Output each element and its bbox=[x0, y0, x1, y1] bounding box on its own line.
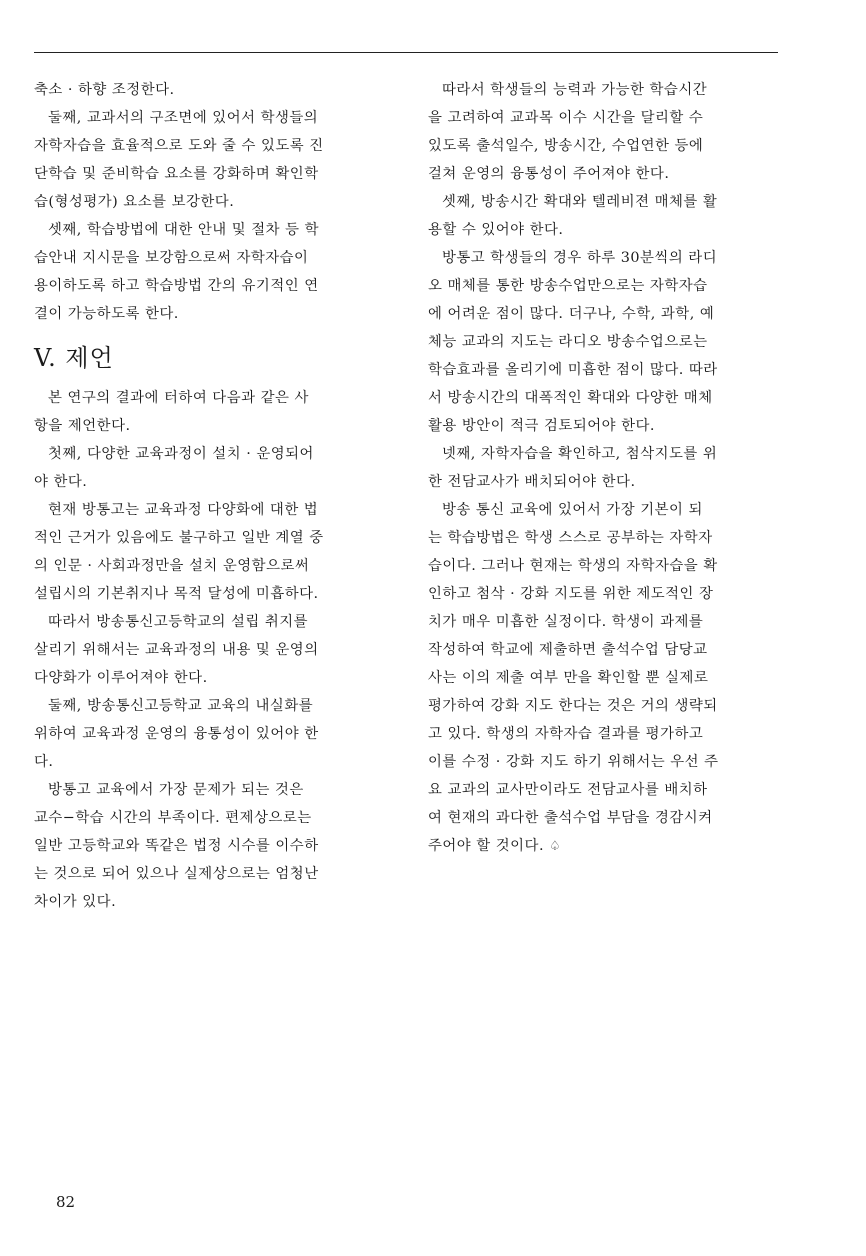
section-heading: V. 제언 bbox=[34, 344, 114, 372]
body-line: 활용 방안이 적극 검토되어야 한다. bbox=[428, 418, 655, 434]
body-line: 인하고 첨삭 · 강화 지도를 위한 제도적인 장 bbox=[428, 586, 714, 602]
body-line: 살리기 위해서는 교육과정의 내용 및 운영의 bbox=[34, 642, 319, 658]
body-line: 결이 가능하도록 한다. bbox=[34, 306, 179, 322]
body-line: 셋째, 학습방법에 대한 안내 및 절차 등 학 bbox=[48, 222, 320, 238]
body-line: 평가하여 강화 지도 한다는 것은 거의 생략되 bbox=[428, 698, 718, 714]
body-line: 걸쳐 운영의 융통성이 주어져야 한다. bbox=[428, 166, 670, 182]
body-line: 야 한다. bbox=[34, 474, 88, 490]
body-line: 둘째, 교과서의 구조면에 있어서 학생들의 bbox=[48, 110, 319, 126]
body-line: 이를 수정 · 강화 지도 하기 위해서는 우선 주 bbox=[428, 754, 719, 770]
body-line: 체능 교과의 지도는 라디오 방송수업으로는 bbox=[428, 334, 708, 350]
body-line: 일반 고등학교와 똑같은 법정 시수를 이수하 bbox=[34, 838, 319, 854]
body-line: 사는 이의 제출 여부 만을 확인할 뿐 실제로 bbox=[428, 670, 709, 686]
body-line: 교수−학습 시간의 부족이다. 편제상으로는 bbox=[34, 810, 312, 826]
body-line: 자학자습을 효율적으로 도와 줄 수 있도록 진 bbox=[34, 138, 324, 154]
body-line: 차이가 있다. bbox=[34, 894, 117, 910]
body-line: 적인 근거가 있음에도 불구하고 일반 계열 중 bbox=[34, 530, 324, 546]
body-line: 작성하여 학교에 제출하면 출석수업 담당교 bbox=[428, 642, 708, 658]
body-line: 셋째, 방송시간 확대와 텔레비젼 매체를 활 bbox=[442, 194, 718, 210]
last-body-line bbox=[428, 832, 780, 860]
right-column bbox=[428, 76, 780, 860]
body-line: 다양화가 이루어져야 한다. bbox=[34, 670, 208, 686]
body-line: 한 전담교사가 배치되어야 한다. bbox=[428, 474, 636, 490]
body-line: 방통고 학생들의 경우 하루 30분씩의 라디 bbox=[442, 250, 718, 266]
body-line: 치가 매우 미흡한 실정이다. 학생이 과제를 bbox=[428, 614, 704, 630]
body-line: 용할 수 있어야 한다. bbox=[428, 222, 564, 238]
body-line: 을 고려하여 교과목 이수 시간을 달리할 수 bbox=[428, 110, 704, 126]
body-line: 위하여 교육과정 운영의 융통성이 있어야 한 bbox=[34, 726, 319, 742]
body-line: 습(형성평가) 요소를 보강한다. bbox=[34, 194, 235, 210]
body-line: 는 것으로 되어 있으나 실제상으로는 엄청난 bbox=[34, 866, 319, 882]
body-line: 에 어려운 점이 많다. 더구나, 수학, 과학, 예 bbox=[428, 306, 715, 322]
body-line: 따라서 방송통신고등학교의 설립 취지를 bbox=[48, 614, 309, 630]
body-line: 현재 방통고는 교육과정 다양화에 대한 법 bbox=[48, 502, 319, 518]
last-line-text: 주어야 할 것이다. bbox=[428, 838, 545, 854]
body-line: 의 인문 · 사회과정만을 설치 운영함으로써 bbox=[34, 558, 310, 574]
body-line: 는 학습방법은 학생 스스로 공부하는 자학자 bbox=[428, 530, 713, 546]
left-column bbox=[34, 76, 386, 916]
body-line: 방송 통신 교육에 있어서 가장 기본이 되 bbox=[442, 502, 703, 518]
page-number: 82 bbox=[56, 1193, 76, 1211]
body-line: 첫째, 다양한 교육과정이 설치 · 운영되어 bbox=[48, 446, 314, 462]
body-line: 축소 · 하향 조정한다. bbox=[34, 82, 175, 98]
body-line: 넷째, 자학자습을 확인하고, 첨삭지도를 위 bbox=[442, 446, 718, 462]
top-rule bbox=[34, 52, 778, 53]
body-line: 항을 제언한다. bbox=[34, 418, 131, 434]
body-line: 요 교과의 교사만이라도 전담교사를 배치하 bbox=[428, 782, 708, 798]
body-line: 본 연구의 결과에 터하여 다음과 같은 사 bbox=[48, 390, 309, 406]
end-mark-icon: ♤ bbox=[549, 839, 562, 854]
body-line: 고 있다. 학생의 자학자습 결과를 평가하고 bbox=[428, 726, 704, 742]
body-line: 오 매체를 통한 방송수업만으로는 자학자습 bbox=[428, 278, 708, 294]
body-line: 둘째, 방송통신고등학교 교육의 내실화를 bbox=[48, 698, 314, 714]
body-line: 습이다. 그러나 현재는 학생의 자학자습을 확 bbox=[428, 558, 718, 574]
body-line: 서 방송시간의 대폭적인 확대와 다양한 매체 bbox=[428, 390, 713, 406]
body-line: 따라서 학생들의 능력과 가능한 학습시간 bbox=[442, 82, 708, 98]
body-line: 단학습 및 준비학습 요소를 강화하며 확인학 bbox=[34, 166, 319, 182]
body-line: 용이하도록 하고 학습방법 간의 유기적인 연 bbox=[34, 278, 319, 294]
body-line: 설립시의 기본취지나 목적 달성에 미흡하다. bbox=[34, 586, 319, 602]
body-line: 여 현재의 과다한 출석수업 부담을 경감시켜 bbox=[428, 810, 713, 826]
body-line: 있도록 출석일수, 방송시간, 수업연한 등에 bbox=[428, 138, 704, 154]
body-line: 학습효과를 올리기에 미흡한 점이 많다. 따라 bbox=[428, 362, 718, 378]
body-line: 다. bbox=[34, 754, 54, 770]
body-line: 습안내 지시문을 보강함으로써 자학자습이 bbox=[34, 250, 309, 266]
body-line: 방통고 교육에서 가장 문제가 되는 것은 bbox=[48, 782, 304, 798]
